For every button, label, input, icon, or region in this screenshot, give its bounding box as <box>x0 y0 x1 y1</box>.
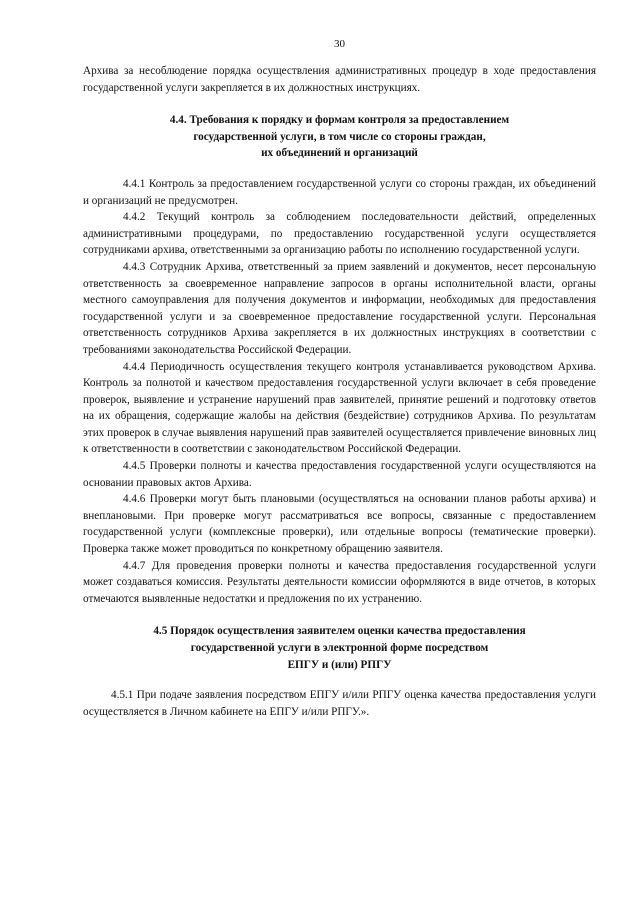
section-4-5-heading <box>83 623 596 673</box>
paragraph-4-4-1: 4.4.1 Контроль за предоставлением государственной услуги со стороны граждан, их объединений и организаций не предусмотрен. <box>83 177 596 207</box>
heading-line: их объединений и организаций <box>261 147 418 160</box>
heading-line: государственной услуги в электронной форме посредством <box>190 642 489 654</box>
page-number: 30 <box>334 38 345 50</box>
paragraph-4-4-4: 4.4.4 Периодичность осуществления текущего контроля устанавливается руководством Архива. Контроль за полнотой и качеством предоставления государственной услуги включает в себя проведение проверок, выявление и устранение нарушений прав заявителей, принятие решений и подготовку ответов на их обращения, содержащие жалобы на действия (бездействие) сотрудников Архива. По результатам этих проверок в случае выявления нарушений прав заявителей осуществляется привлечение виновных лиц к ответственности в соответствии с законодательством Российской Федерации. <box>83 360 596 456</box>
paragraph-4-5-1: 4.5.1 При подаче заявления посредством ЕПГУ и/или РПГУ оценка качества предоставления услуги осуществляется в Личном кабинете на ЕПГУ и/или РПГУ.». <box>83 689 596 718</box>
intro-paragraph: Архива за несоблюдение порядка осуществления административных процедур в ходе предоставления государственной услуги закрепляется в их должностных инструкциях. <box>83 65 596 94</box>
paragraph-4-4-2: 4.4.2 Текущий контроль за соблюдением последовательности действий, определенных административными процедурами, по предоставлению государственной услуги осуществляется сотрудниками архива, ответственными за организацию работы по исполнению государственной услуги. <box>83 211 596 257</box>
paragraph-4-4-7: 4.4.7 Для проведения проверки полноты и качества предоставления государственной услуги может создаваться комиссия. Результаты деятельности комиссии оформляются в виде отчетов, в которых отмечаются выявленные недостатки и предложения по их устранению. <box>83 559 596 605</box>
paragraph-4-4-6: 4.4.6 Проверки могут быть плановыми (осуществляться на основании планов работы архива) и внеплановыми. При проверке могут рассматриваться все вопросы, связанные с предоставлением государственной услуги (комплексные проверки), или отдельные вопросы (тематические проверки). Проверка также может проводиться по конкретному обращению заявителя. <box>83 493 596 556</box>
heading-line: 4.5 Порядок осуществления заявителем оценки качества предоставления <box>153 625 526 638</box>
heading-line: 4.4. Требования к порядку и формам контроля за предоставлением <box>169 114 510 127</box>
heading-line: государственной услуги, в том числе со стороны граждан, <box>193 130 486 143</box>
paragraph-4-4-5: 4.4.5 Проверки полноты и качества предоставления государственной услуги осуществляются на основании правовых актов Архива. <box>83 460 596 489</box>
section-4-4-heading <box>83 112 596 162</box>
paragraph-4-4-3: 4.4.3 Сотрудник Архива, ответственный за прием заявлений и документов, несет персональную ответственность за своевременное направление запросов в органы исполнительной власти, органы местного самоуправления для получения документов и информации, необходимых для предоставления государственной услуги и за своевременное предоставление государственной услуги. Персональная ответственность сотрудников Архива закрепляется в их должностных инструкциях в соответствии с требованиями законодательства Российской Федерации. <box>83 260 596 356</box>
section-4-4-body <box>83 176 596 607</box>
heading-line: ЕПГУ и (или) РПГУ <box>287 658 392 671</box>
